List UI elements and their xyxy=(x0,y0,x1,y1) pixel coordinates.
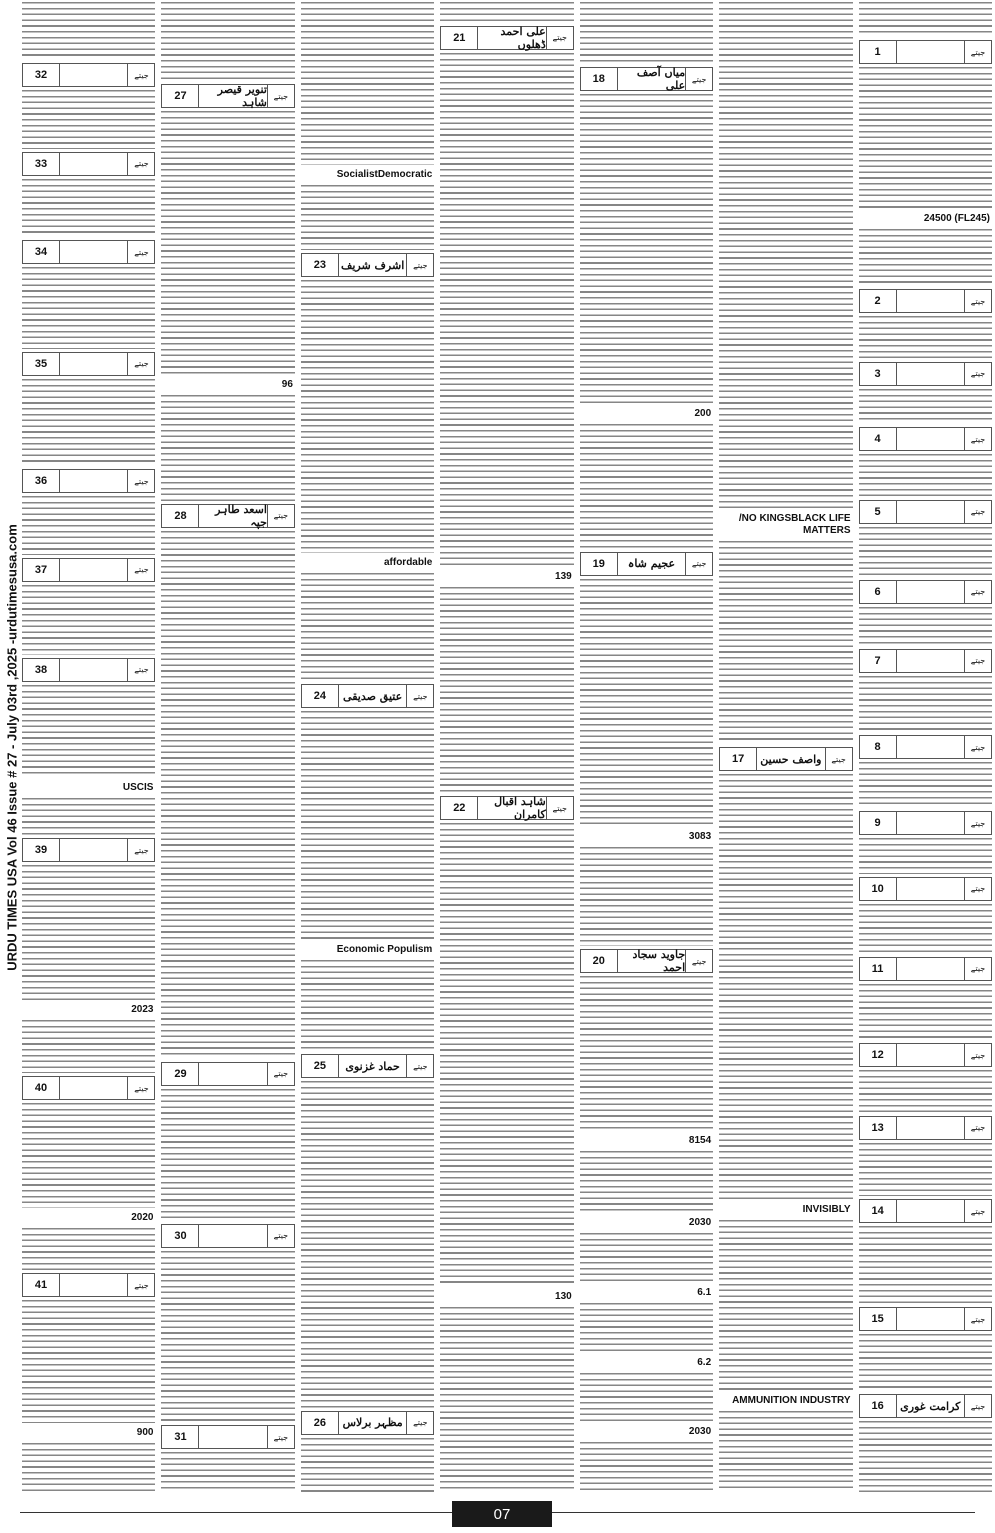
answer-number: 20 xyxy=(581,950,618,972)
article-text xyxy=(440,823,573,1286)
answer-label: جیتے xyxy=(964,958,991,980)
article-text xyxy=(859,1421,992,1492)
answer-number: 31 xyxy=(162,1426,199,1448)
answer-box xyxy=(859,362,992,386)
article-text xyxy=(161,395,294,501)
answer-box xyxy=(859,1307,992,1331)
answer-box xyxy=(301,684,434,708)
author-name: عتیق صدیقی xyxy=(343,689,403,703)
answer-label: جیتے xyxy=(964,1117,991,1139)
answer-number: 15 xyxy=(860,1308,897,1330)
answer-label: جیتے xyxy=(964,736,991,758)
author-name xyxy=(60,839,127,861)
author-name: حماد غزنوی xyxy=(345,1059,400,1073)
answer-box xyxy=(859,957,992,981)
article-text xyxy=(440,2,573,23)
column-7 xyxy=(22,2,155,1492)
article-text xyxy=(859,762,992,808)
answer-number: 1 xyxy=(860,41,897,63)
article-text xyxy=(161,111,294,375)
column-5 xyxy=(301,2,434,1492)
answer-number: 13 xyxy=(860,1117,897,1139)
answer-number: 6 xyxy=(860,581,897,603)
answer-number: 19 xyxy=(581,553,618,575)
article-text xyxy=(580,976,713,1131)
article-text xyxy=(859,607,992,646)
article-text xyxy=(580,1303,713,1353)
inline-latin-text: 139 xyxy=(440,570,573,584)
author-name xyxy=(60,241,127,263)
author-name xyxy=(60,353,127,375)
answer-label: جیتے xyxy=(127,241,154,263)
answer-label: جیتے xyxy=(127,1274,154,1296)
article-text xyxy=(859,2,992,37)
answer-box xyxy=(859,1116,992,1140)
article-text xyxy=(22,1443,155,1492)
answer-number: 9 xyxy=(860,812,897,834)
answer-label: جیتے xyxy=(964,41,991,63)
article-text xyxy=(719,774,852,1200)
article-text xyxy=(22,2,155,60)
answer-box xyxy=(580,949,713,973)
answer-label: جیتے xyxy=(406,685,433,707)
answer-number: 22 xyxy=(441,797,478,819)
newspaper-columns xyxy=(22,2,992,1492)
inline-latin-text: 24500 (FL245) xyxy=(859,212,992,226)
answer-box xyxy=(22,152,155,176)
article-text xyxy=(22,496,155,554)
answer-number: 39 xyxy=(23,839,60,861)
answer-box xyxy=(161,84,294,108)
answer-number: 25 xyxy=(302,1055,339,1077)
inline-latin-text: INVISIBLY xyxy=(719,1203,852,1217)
answer-number: 36 xyxy=(23,470,60,492)
article-text xyxy=(301,573,434,682)
article-text xyxy=(719,541,852,744)
article-text xyxy=(161,2,294,81)
article-text xyxy=(859,1226,992,1304)
author-name xyxy=(897,812,964,834)
answer-box xyxy=(440,796,573,820)
inline-latin-text: USCIS xyxy=(22,781,155,795)
answer-box xyxy=(859,427,992,451)
article-text xyxy=(22,1103,155,1208)
edition-info: USA Vol 46 Issue # 27 - July 03rd ,2025 -urdutimesusa.com xyxy=(4,524,20,887)
answer-label: جیتے xyxy=(964,812,991,834)
inline-latin-text: SocialistDemocratic xyxy=(301,168,434,182)
article-text xyxy=(440,1307,573,1492)
masthead-spine xyxy=(2,0,20,1500)
answer-number: 40 xyxy=(23,1077,60,1099)
article-text xyxy=(580,1151,713,1213)
author-name: واصف حسین xyxy=(760,752,822,766)
answer-label: جیتے xyxy=(964,581,991,603)
answer-label: جیتے xyxy=(964,1044,991,1066)
inline-latin-text: /NO KINGSBLACK LIFE MATTERS xyxy=(719,512,852,538)
author-name: مظہر برلاس xyxy=(342,1416,403,1430)
answer-label: جیتے xyxy=(127,839,154,861)
inline-latin-text: Economic Populism xyxy=(301,943,434,957)
answer-box xyxy=(22,658,155,682)
article-text xyxy=(22,1020,155,1074)
answer-label: جیتے xyxy=(685,950,712,972)
answer-box xyxy=(859,289,992,313)
answer-box xyxy=(580,552,713,576)
answer-label: جیتے xyxy=(127,659,154,681)
author-name xyxy=(60,559,127,581)
inline-latin-text: 6.1 xyxy=(580,1286,713,1300)
article-text xyxy=(301,960,434,1051)
inline-latin-text: 3083 xyxy=(580,830,713,844)
answer-label: جیتے xyxy=(964,1308,991,1330)
author-name xyxy=(60,153,127,175)
answer-number: 10 xyxy=(860,878,897,900)
answer-box xyxy=(301,1054,434,1078)
answer-label: جیتے xyxy=(964,428,991,450)
column-4 xyxy=(440,2,573,1492)
answer-number: 34 xyxy=(23,241,60,263)
answer-box xyxy=(859,1199,992,1223)
answer-number: 37 xyxy=(23,559,60,581)
answer-label: جیتے xyxy=(267,85,294,107)
article-text xyxy=(719,1411,852,1492)
article-text xyxy=(859,454,992,497)
answer-box xyxy=(859,580,992,604)
answer-box xyxy=(859,811,992,835)
article-text xyxy=(301,185,434,250)
inline-latin-text: 130 xyxy=(440,1290,573,1304)
author-name: اسعد طاہر جپہ xyxy=(215,502,267,529)
article-text xyxy=(859,984,992,1041)
author-name xyxy=(199,1225,266,1247)
answer-number: 7 xyxy=(860,650,897,672)
author-name: جاوید سجاد احمد xyxy=(632,948,686,975)
answer-box xyxy=(22,1076,155,1100)
answer-number: 18 xyxy=(581,68,618,90)
article-text xyxy=(859,1143,992,1196)
answer-box xyxy=(440,26,573,50)
article-text xyxy=(161,531,294,1059)
answer-label: جیتے xyxy=(127,1077,154,1099)
article-text xyxy=(301,1081,434,1407)
masthead-text xyxy=(5,0,20,1498)
answer-label: جیتے xyxy=(267,1225,294,1247)
author-name xyxy=(897,1308,964,1330)
inline-latin-text: AMMUNITION INDUSTRY xyxy=(719,1394,852,1408)
article-text xyxy=(859,67,992,209)
article-text xyxy=(580,2,713,64)
answer-box xyxy=(161,1062,294,1086)
inline-latin-text: 2030 xyxy=(580,1216,713,1230)
article-text xyxy=(22,585,155,655)
article-text xyxy=(580,424,713,548)
author-name xyxy=(897,650,964,672)
answer-box xyxy=(22,838,155,862)
answer-label: جیتے xyxy=(685,68,712,90)
answer-number: 32 xyxy=(23,64,60,86)
answer-number: 4 xyxy=(860,428,897,450)
answer-label: جیتے xyxy=(546,27,573,49)
answer-label: جیتے xyxy=(964,1200,991,1222)
article-text xyxy=(22,685,155,778)
article-text xyxy=(301,2,434,165)
answer-label: جیتے xyxy=(964,363,991,385)
author-name: عجیم شاہ xyxy=(627,557,676,571)
article-text xyxy=(719,2,852,509)
column-3 xyxy=(580,2,713,1492)
answer-box xyxy=(22,469,155,493)
article-text xyxy=(22,267,155,349)
answer-label: جیتے xyxy=(127,153,154,175)
answer-number: 8 xyxy=(860,736,897,758)
author-name xyxy=(897,428,964,450)
answer-number: 29 xyxy=(162,1063,199,1085)
article-text xyxy=(859,1334,992,1391)
answer-number: 21 xyxy=(441,27,478,49)
author-name xyxy=(60,1274,127,1296)
publication-name: URDU TIMES xyxy=(4,889,20,971)
answer-number: 11 xyxy=(860,958,897,980)
author-name xyxy=(897,363,964,385)
answer-label: جیتے xyxy=(964,501,991,523)
author-name: میاں آصف علی xyxy=(636,66,686,93)
inline-latin-text: 2020 xyxy=(22,1211,155,1225)
answer-box xyxy=(301,1411,434,1435)
article-text xyxy=(22,1228,155,1270)
author-name xyxy=(897,1044,964,1066)
author-name xyxy=(897,581,964,603)
answer-number: 12 xyxy=(860,1044,897,1066)
answer-label: جیتے xyxy=(546,797,573,819)
answer-box xyxy=(22,63,155,87)
answer-box xyxy=(580,67,713,91)
answer-number: 5 xyxy=(860,501,897,523)
article-text xyxy=(580,1442,713,1492)
article-text xyxy=(22,90,155,148)
answer-label: جیتے xyxy=(406,1055,433,1077)
answer-box xyxy=(859,40,992,64)
article-text xyxy=(859,389,992,424)
article-text xyxy=(859,1070,992,1113)
answer-label: جیتے xyxy=(267,1063,294,1085)
article-text xyxy=(161,1089,294,1221)
article-text xyxy=(859,229,992,286)
answer-label: جیتے xyxy=(406,254,433,276)
article-text xyxy=(440,53,573,568)
answer-box xyxy=(859,500,992,524)
answer-number: 33 xyxy=(23,153,60,175)
article-text xyxy=(580,1373,713,1423)
answer-number: 2 xyxy=(860,290,897,312)
article-text xyxy=(22,798,155,835)
answer-number: 38 xyxy=(23,659,60,681)
inline-latin-text: 2030 xyxy=(580,1425,713,1439)
inline-latin-text: 200 xyxy=(580,407,713,421)
answer-number: 26 xyxy=(302,1412,339,1434)
answer-label: جیتے xyxy=(964,878,991,900)
answer-box xyxy=(859,877,992,901)
article-text xyxy=(580,1233,713,1283)
article-text xyxy=(580,94,713,404)
answer-label: جیتے xyxy=(685,553,712,575)
answer-box xyxy=(22,240,155,264)
answer-box xyxy=(301,253,434,277)
answer-box xyxy=(22,352,155,376)
author-name xyxy=(897,501,964,523)
column-6 xyxy=(161,2,294,1492)
article-text xyxy=(22,1300,155,1423)
author-name xyxy=(897,736,964,758)
answer-label: جیتے xyxy=(406,1412,433,1434)
answer-box xyxy=(859,649,992,673)
answer-number: 23 xyxy=(302,254,339,276)
article-text xyxy=(859,527,992,577)
answer-number: 3 xyxy=(860,363,897,385)
answer-number: 27 xyxy=(162,85,199,107)
inline-latin-text: 900 xyxy=(22,1426,155,1440)
author-name xyxy=(60,470,127,492)
author-name xyxy=(897,878,964,900)
answer-label: جیتے xyxy=(964,290,991,312)
inline-latin-text: 96 xyxy=(161,378,294,392)
column-2 xyxy=(719,2,852,1492)
inline-latin-text: 8154 xyxy=(580,1134,713,1148)
article-text xyxy=(859,676,992,733)
article-text xyxy=(22,865,155,999)
inline-latin-text: 2023 xyxy=(22,1003,155,1017)
author-name: کرامت غوری xyxy=(900,1399,961,1413)
author-name xyxy=(60,1077,127,1099)
article-text xyxy=(161,1452,294,1492)
answer-box xyxy=(22,558,155,582)
answer-box xyxy=(859,1394,992,1418)
answer-label: جیتے xyxy=(267,505,294,527)
answer-number: 28 xyxy=(162,505,199,527)
answer-number: 24 xyxy=(302,685,339,707)
author-name xyxy=(897,290,964,312)
answer-label: جیتے xyxy=(267,1426,294,1448)
answer-label: جیتے xyxy=(127,353,154,375)
answer-box xyxy=(161,504,294,528)
article-text xyxy=(301,280,434,552)
article-text xyxy=(301,711,434,939)
author-name xyxy=(199,1063,266,1085)
author-name: اشرف شریف xyxy=(340,258,405,272)
answer-label: جیتے xyxy=(964,1395,991,1417)
inline-latin-text: affordable xyxy=(301,556,434,570)
answer-number: 17 xyxy=(720,748,757,770)
author-name xyxy=(897,1200,964,1222)
article-text xyxy=(22,379,155,467)
article-text xyxy=(580,579,713,827)
page-number: 07 xyxy=(452,1501,552,1527)
article-text xyxy=(859,838,992,873)
author-name xyxy=(199,1426,266,1448)
author-name xyxy=(897,41,964,63)
answer-box xyxy=(161,1224,294,1248)
answer-box xyxy=(859,1043,992,1067)
answer-box xyxy=(859,735,992,759)
article-text xyxy=(580,847,713,946)
article-text xyxy=(859,316,992,359)
inline-latin-text: 6.2 xyxy=(580,1356,713,1370)
answer-box xyxy=(22,1273,155,1297)
column-1 xyxy=(859,2,992,1492)
answer-number: 41 xyxy=(23,1274,60,1296)
author-name: علی احمد ڈھلوں xyxy=(500,24,546,51)
answer-label: جیتے xyxy=(127,470,154,492)
article-text xyxy=(301,1438,434,1492)
answer-number: 30 xyxy=(162,1225,199,1247)
answer-box xyxy=(719,747,852,771)
author-name xyxy=(897,958,964,980)
answer-number: 35 xyxy=(23,353,60,375)
author-name xyxy=(60,659,127,681)
answer-label: جیتے xyxy=(825,748,852,770)
article-text xyxy=(161,1251,294,1423)
answer-box xyxy=(161,1425,294,1449)
author-name xyxy=(897,1117,964,1139)
author-name: تنویر قیصر شاہد xyxy=(217,83,267,110)
article-text xyxy=(22,179,155,237)
article-text xyxy=(859,904,992,954)
author-name xyxy=(60,64,127,86)
article-text xyxy=(719,1220,852,1390)
answer-label: جیتے xyxy=(127,64,154,86)
article-text xyxy=(440,587,573,793)
author-name: شاہد اقبال کامران xyxy=(494,795,546,822)
answer-label: جیتے xyxy=(127,559,154,581)
answer-label: جیتے xyxy=(964,650,991,672)
answer-number: 16 xyxy=(860,1395,897,1417)
answer-number: 14 xyxy=(860,1200,897,1222)
